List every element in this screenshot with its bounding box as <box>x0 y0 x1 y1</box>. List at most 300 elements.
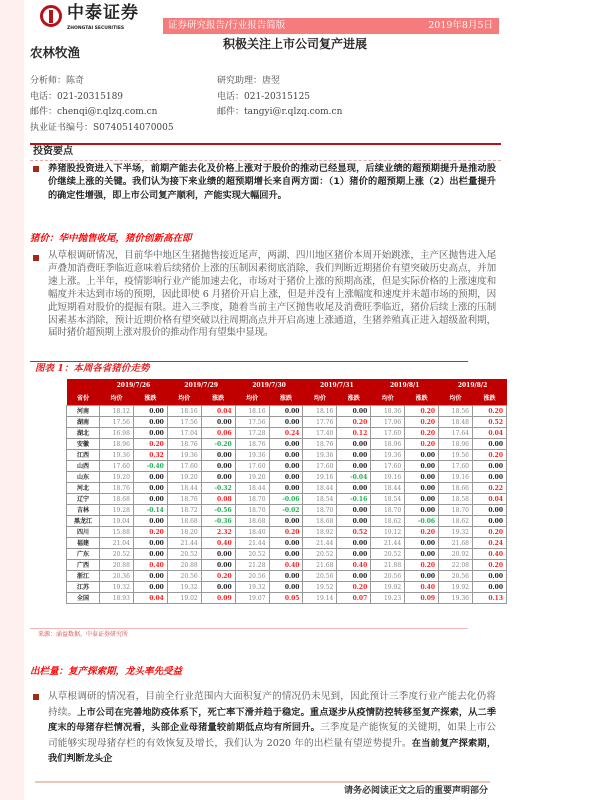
change-cell: 0.12 <box>337 428 371 439</box>
price-cell: 20.36 <box>100 571 134 582</box>
change-header: 涨跌 <box>405 392 439 406</box>
change-cell: 0.20 <box>405 428 439 439</box>
date-header: 2019/7/30 <box>235 379 303 392</box>
table-row <box>67 439 507 450</box>
change-cell: 0.00 <box>201 549 235 560</box>
change-cell: 0.00 <box>269 406 303 417</box>
change-cell: 0.00 <box>405 538 439 549</box>
change-cell: 0.00 <box>405 571 439 582</box>
assistant-name: 研究助理：唐翌 <box>217 76 281 86</box>
change-cell: 2.32 <box>201 527 235 538</box>
price-cell: 17.56 <box>235 417 269 428</box>
change-cell: 0.00 <box>405 505 439 516</box>
price-cell: 17.60 <box>100 461 134 472</box>
price-cell: 20.88 <box>100 560 134 571</box>
change-cell: 0.40 <box>133 560 167 571</box>
price-cell: 18.44 <box>303 483 337 494</box>
price-cell: 21.68 <box>303 560 337 571</box>
report-type: 证券研究报告/行业报告简版 <box>168 20 286 31</box>
price-cell: 18.44 <box>235 483 269 494</box>
price-cell: 18.44 <box>167 483 201 494</box>
change-cell: 0.40 <box>337 560 371 571</box>
change-cell: -0.02 <box>269 505 303 516</box>
price-header: 均价 <box>303 392 337 406</box>
assistant-email[interactable]: 邮件：tangyi@r.qlzq.com.cn <box>217 107 343 117</box>
change-cell: 0.40 <box>269 560 303 571</box>
change-cell: 0.00 <box>133 406 167 417</box>
change-cell: 0.07 <box>337 593 371 604</box>
table-date-header <box>67 379 507 392</box>
price-header: 均价 <box>100 392 134 406</box>
change-cell: 0.04 <box>133 593 167 604</box>
table-row <box>67 417 507 428</box>
change-cell: 0.00 <box>133 428 167 439</box>
change-cell: 0.20 <box>133 439 167 450</box>
price-cell: 19.14 <box>303 593 337 604</box>
logo-text-en: ZHONGTAI SECURITIES <box>67 26 125 31</box>
price-cell: 18.68 <box>235 516 269 527</box>
price-cell: 17.64 <box>439 428 473 439</box>
change-cell: 0.04 <box>201 406 235 417</box>
price-cell: 18.56 <box>439 406 473 417</box>
price-cell: 20.56 <box>439 571 473 582</box>
change-cell: 0.20 <box>337 417 371 428</box>
table-row <box>67 406 507 417</box>
price-cell: 18.54 <box>303 494 337 505</box>
date-header: 2019/8/1 <box>371 379 439 392</box>
price-cell: 19.16 <box>439 472 473 483</box>
change-cell: 0.00 <box>269 516 303 527</box>
change-cell: 0.08 <box>201 494 235 505</box>
change-cell: 0.00 <box>405 472 439 483</box>
change-cell: -0.14 <box>133 505 167 516</box>
price-cell: 20.56 <box>235 571 269 582</box>
change-cell: 0.24 <box>472 538 506 549</box>
change-cell: 0.00 <box>337 483 371 494</box>
logo-emblem-icon <box>40 5 62 27</box>
date-header: 2019/7/31 <box>303 379 371 392</box>
change-cell: 0.00 <box>201 417 235 428</box>
price-cell: 19.04 <box>100 516 134 527</box>
change-cell: 0.00 <box>472 571 506 582</box>
price-cell: 18.16 <box>235 406 269 417</box>
change-cell: 0.06 <box>201 428 235 439</box>
change-cell: -0.20 <box>201 439 235 450</box>
change-cell: 0.00 <box>133 494 167 505</box>
price-cell: 19.16 <box>303 472 337 483</box>
price-cell: 17.76 <box>303 417 337 428</box>
sector-label: 农林牧渔 <box>30 45 81 60</box>
price-cell: 19.20 <box>100 472 134 483</box>
price-cell: 20.88 <box>167 560 201 571</box>
province-cell: 福建 <box>67 538 100 549</box>
province-cell: 山东 <box>67 472 100 483</box>
price-cell: 19.23 <box>371 593 405 604</box>
page-margin-strip <box>0 0 24 800</box>
price-cell: 17.60 <box>235 461 269 472</box>
table-caption: 图表 1：本周各省猪价走势 <box>35 363 150 374</box>
change-cell: 0.00 <box>337 505 371 516</box>
change-cell: 0.52 <box>337 527 371 538</box>
analyst-phone: 电话：021-20315189 <box>30 91 124 102</box>
change-cell: 0.40 <box>405 582 439 593</box>
change-cell: -0.40 <box>133 461 167 472</box>
change-cell: 0.13 <box>472 593 506 604</box>
province-cell: 安徽 <box>67 439 100 450</box>
analyst-license: 执业证书编号：S0740514070005 <box>30 122 174 133</box>
price-cell: 19.07 <box>235 593 269 604</box>
analyst-info-right <box>217 74 342 121</box>
price-cell: 16.98 <box>100 428 134 439</box>
province-cell: 浙江 <box>67 571 100 582</box>
price-cell: 18.62 <box>371 516 405 527</box>
change-cell: -0.56 <box>201 505 235 516</box>
table-row <box>67 483 507 494</box>
table-row <box>67 527 507 538</box>
province-cell: 辽宁 <box>67 494 100 505</box>
change-cell: 0.00 <box>472 439 506 450</box>
price-cell: 18.70 <box>439 505 473 516</box>
price-cell: 18.40 <box>235 527 269 538</box>
change-cell: 0.04 <box>472 428 506 439</box>
price-cell: 18.76 <box>167 439 201 450</box>
price-cell: 18.16 <box>303 406 337 417</box>
price-header: 均价 <box>167 392 201 406</box>
change-header: 涨跌 <box>133 392 167 406</box>
change-cell: 0.00 <box>337 406 371 417</box>
change-cell: 0.00 <box>269 571 303 582</box>
price-cell: 18.76 <box>235 439 269 450</box>
province-cell: 湖北 <box>67 428 100 439</box>
province-cell: 广西 <box>67 560 100 571</box>
province-cell: 江苏 <box>67 582 100 593</box>
price-cell: 18.76 <box>167 494 201 505</box>
price-cell: 19.36 <box>100 450 134 461</box>
zhongtai-logo <box>40 4 165 34</box>
price-header: 均价 <box>371 392 405 406</box>
change-cell: 0.20 <box>269 527 303 538</box>
analyst-info-left <box>30 74 174 136</box>
change-cell: 0.00 <box>201 560 235 571</box>
province-cell: 湖南 <box>67 417 100 428</box>
price-cell: 19.36 <box>167 450 201 461</box>
change-cell: 0.00 <box>472 516 506 527</box>
change-cell: 0.00 <box>133 516 167 527</box>
price-cell: 19.20 <box>235 472 269 483</box>
province-cell: 山西 <box>67 461 100 472</box>
change-cell: 0.00 <box>337 461 371 472</box>
change-cell: 0.40 <box>472 549 506 560</box>
price-cell: 18.58 <box>439 494 473 505</box>
price-cell: 18.12 <box>100 406 134 417</box>
change-cell: 0.00 <box>133 538 167 549</box>
price-cell: 17.60 <box>303 461 337 472</box>
price-cell: 19.32 <box>100 582 134 593</box>
section-output-text: 从草根调研的情况看，目前全行业范围内大面积复产的情况仍未见到，因此预计三季度行业产能去化仍将持续。上市公司在完善地防疫体系下，死亡率下滑并趋于稳定。重点逐步从疫情防控转移至复产探索，从二季度末的母猪存栏情况看，头部企业母猪量较前期低点均有所回升。三季度是产能恢复的关键期，如果上市公司能够实现母猪存栏的有效恢复及增长，我们认为 2020 年的出栏量有望逆势提升。在当前复产探索期，我们判断龙头企 <box>48 691 497 765</box>
table-row <box>67 549 507 560</box>
price-cell: 18.68 <box>303 516 337 527</box>
price-cell: 18.66 <box>439 483 473 494</box>
footer-rule <box>35 781 490 783</box>
price-cell: 18.20 <box>167 527 201 538</box>
price-cell: 18.36 <box>371 406 405 417</box>
change-cell: 0.00 <box>133 483 167 494</box>
change-cell: -0.06 <box>269 494 303 505</box>
price-cell: 17.60 <box>439 461 473 472</box>
price-cell: 19.16 <box>371 472 405 483</box>
report-title: 积极关注上市公司复产进展 <box>222 37 367 51</box>
price-cell: 19.12 <box>371 527 405 538</box>
change-cell: 0.20 <box>405 560 439 571</box>
price-cell: 19.32 <box>439 527 473 538</box>
price-cell: 18.96 <box>439 439 473 450</box>
change-cell: 0.00 <box>269 439 303 450</box>
change-cell: 0.04 <box>472 494 506 505</box>
price-cell: 18.76 <box>303 439 337 450</box>
price-cell: 18.72 <box>167 505 201 516</box>
province-cell: 江西 <box>67 450 100 461</box>
price-cell: 20.52 <box>100 549 134 560</box>
price-cell: 18.62 <box>439 516 473 527</box>
price-cell: 18.92 <box>303 527 337 538</box>
province-cell: 河南 <box>67 406 100 417</box>
price-cell: 19.36 <box>371 450 405 461</box>
table-row <box>67 538 507 549</box>
change-cell: 0.09 <box>201 593 235 604</box>
change-header: 涨跌 <box>337 392 371 406</box>
table-row <box>67 494 507 505</box>
price-cell: 15.88 <box>100 527 134 538</box>
price-cell: 21.44 <box>371 538 405 549</box>
change-header: 涨跌 <box>201 392 235 406</box>
section-pig-price-heading: 猪价：华中抛售收尾，猪价创新高在即 <box>30 233 192 244</box>
assistant-phone: 电话：021-20315125 <box>217 91 311 102</box>
price-cell: 20.52 <box>235 549 269 560</box>
price-cell: 18.70 <box>235 494 269 505</box>
change-cell: 0.00 <box>472 461 506 472</box>
change-cell: 0.22 <box>472 483 506 494</box>
change-cell: 0.20 <box>405 417 439 428</box>
change-cell: 0.00 <box>269 472 303 483</box>
change-cell: 0.00 <box>201 472 235 483</box>
change-cell: 0.00 <box>472 582 506 593</box>
change-cell: 0.09 <box>405 593 439 604</box>
change-cell: 0.00 <box>472 505 506 516</box>
price-cell: 19.36 <box>439 593 473 604</box>
price-cell: 18.68 <box>100 494 134 505</box>
highlights-text: 养猪股投资进入下半场，前期产能去化及价格上涨对于股价的推动已经显现，后续业绩的超预期提升是推动股价继续上涨的关键。我们认为接下来业绩的超预期增长来自两方面：（1）猪价的超预期上涨（2）出栏量提升的确定性增强，即上市公司复产顺利，产能实现大幅回升。 <box>48 163 496 201</box>
change-cell: 0.20 <box>133 527 167 538</box>
change-cell: -0.04 <box>337 472 371 483</box>
price-cell: 18.96 <box>371 439 405 450</box>
table-row <box>67 516 507 527</box>
province-cell: 吉林 <box>67 505 100 516</box>
change-cell: -0.06 <box>405 516 439 527</box>
change-cell: 0.00 <box>133 417 167 428</box>
change-cell: -0.32 <box>201 483 235 494</box>
price-cell: 18.76 <box>100 483 134 494</box>
change-cell: 0.20 <box>472 527 506 538</box>
bullet-icon <box>33 694 39 700</box>
price-cell: 21.88 <box>371 560 405 571</box>
price-cell: 21.28 <box>235 560 269 571</box>
change-cell: 0.20 <box>201 571 235 582</box>
change-cell: 0.00 <box>405 494 439 505</box>
footer-notice: 请务必阅读正文之后的重要声明部分 <box>343 786 488 796</box>
price-cell: 18.96 <box>100 439 134 450</box>
province-cell: 全国 <box>67 593 100 604</box>
price-cell: 20.52 <box>371 549 405 560</box>
price-cell: 17.60 <box>167 461 201 472</box>
change-cell: 0.00 <box>269 549 303 560</box>
bullet-icon <box>33 255 39 261</box>
price-cell: 18.70 <box>303 505 337 516</box>
change-cell: 0.20 <box>405 527 439 538</box>
change-cell: 0.24 <box>269 428 303 439</box>
province-cell: 四川 <box>67 527 100 538</box>
price-cell: 20.56 <box>167 571 201 582</box>
change-cell: 0.00 <box>337 450 371 461</box>
report-date: 2019年8月5日 <box>428 20 493 31</box>
change-cell: 0.00 <box>133 549 167 560</box>
change-cell: 0.00 <box>337 571 371 582</box>
price-cell: 18.70 <box>235 505 269 516</box>
table-row <box>67 582 507 593</box>
price-cell: 18.48 <box>439 417 473 428</box>
price-cell: 21.44 <box>167 538 201 549</box>
price-cell: 19.32 <box>235 582 269 593</box>
price-cell: 21.04 <box>100 538 134 549</box>
price-cell: 18.54 <box>371 494 405 505</box>
table-row <box>67 428 507 439</box>
change-cell: 0.00 <box>269 461 303 472</box>
price-cell: 21.44 <box>235 538 269 549</box>
price-cell: 19.20 <box>167 472 201 483</box>
price-cell: 20.56 <box>303 571 337 582</box>
analyst-email[interactable]: 邮件：chenqi@r.qlzq.com.cn <box>30 107 158 117</box>
price-cell: 19.56 <box>439 450 473 461</box>
change-cell: 0.20 <box>405 439 439 450</box>
price-header: 均价 <box>439 392 473 406</box>
province-cell: 黑龙江 <box>67 516 100 527</box>
price-cell: 20.56 <box>371 571 405 582</box>
change-header: 涨跌 <box>269 392 303 406</box>
price-cell: 19.02 <box>167 593 201 604</box>
change-cell: 0.00 <box>337 516 371 527</box>
change-cell: 0.20 <box>472 406 506 417</box>
date-header: 2019/8/2 <box>439 379 507 392</box>
change-cell: 0.20 <box>405 406 439 417</box>
price-cell: 19.92 <box>439 582 473 593</box>
analyst-name: 分析师：陈奇 <box>30 76 85 86</box>
change-cell: 0.00 <box>269 483 303 494</box>
table-row <box>67 560 507 571</box>
table-source: 来源：涌益数据，中泰证券研究所 <box>38 631 129 638</box>
price-cell: 17.40 <box>303 428 337 439</box>
change-cell: 0.20 <box>472 450 506 461</box>
change-cell: 0.00 <box>472 472 506 483</box>
change-cell: 0.00 <box>201 461 235 472</box>
price-cell: 17.60 <box>371 428 405 439</box>
change-header: 涨跌 <box>472 392 506 406</box>
price-cell: 17.60 <box>371 461 405 472</box>
highlights-heading: 投资要点 <box>30 143 501 161</box>
change-cell: 0.52 <box>472 417 506 428</box>
price-cell: 18.16 <box>167 406 201 417</box>
change-cell: 0.00 <box>405 483 439 494</box>
price-cell: 20.52 <box>303 549 337 560</box>
source-rule <box>30 628 468 629</box>
price-cell: 21.68 <box>439 538 473 549</box>
pig-price-table <box>66 379 507 604</box>
change-cell: 0.00 <box>133 582 167 593</box>
price-cell: 18.68 <box>167 516 201 527</box>
change-cell: 0.00 <box>269 450 303 461</box>
change-cell: 0.00 <box>337 538 371 549</box>
change-cell: 0.40 <box>201 538 235 549</box>
price-cell: 19.52 <box>303 582 337 593</box>
price-cell: 17.28 <box>235 428 269 439</box>
change-cell: 0.20 <box>472 560 506 571</box>
price-cell: 22.08 <box>439 560 473 571</box>
change-cell: 0.00 <box>337 549 371 560</box>
price-cell: 17.96 <box>371 417 405 428</box>
price-cell: 17.56 <box>100 417 134 428</box>
price-cell: 19.36 <box>235 450 269 461</box>
change-cell: 0.00 <box>337 439 371 450</box>
section-pig-price-text: 从草根调研情况，目前华中地区生猪抛售接近尾声，两湖、四川地区猪价本周开始跳涨，主产区抛售进入尾声叠加消费旺季临近意味着后续猪价上涨的压制因素彻底消除，我们判断近期猪价有望突破历史高点，并加速上涨。上半年，疫情影响行业产能加速去化，市场对于猪价上涨的预期高涨，但是实际价格的上涨速度和幅度并未达到市场的预期，因此即使 6 月猪价开启上涨，但是并没有上涨幅度和速度并未超市场的预期，因此短期看对股价的提振有限。进入三季度，随着当前主产区抛售收尾及消费旺季临近，猪价后续上涨的压制因素基本消除，预计近期价格有望突破以往周期高点并开启高速上涨通道，生猪养殖真正进入超级盈利期，届时猪价超预期上涨对股价的推动作用有望集中显现。 <box>48 250 496 339</box>
province-cell: 河北 <box>67 483 100 494</box>
table-row <box>67 461 507 472</box>
change-cell: 0.20 <box>337 582 371 593</box>
table-row <box>67 571 507 582</box>
change-cell: 0.00 <box>133 472 167 483</box>
date-header: 2019/7/26 <box>100 379 168 392</box>
table-row <box>67 505 507 516</box>
price-cell: 19.36 <box>303 450 337 461</box>
price-cell: 19.32 <box>167 582 201 593</box>
section-output-heading: 出栏量：复产探索期，龙头率先受益 <box>30 666 183 677</box>
change-cell: 0.00 <box>269 417 303 428</box>
change-cell: 0.00 <box>201 450 235 461</box>
change-cell: 0.00 <box>405 450 439 461</box>
date-header: 2019/7/29 <box>167 379 235 392</box>
logo-text-cn: 中泰证券 <box>67 3 139 23</box>
price-cell: 20.92 <box>439 549 473 560</box>
price-cell: 17.56 <box>167 417 201 428</box>
price-cell: 19.28 <box>100 505 134 516</box>
price-header: 均价 <box>235 392 269 406</box>
price-cell: 18.44 <box>371 483 405 494</box>
province-cell: 广东 <box>67 549 100 560</box>
change-cell: 0.00 <box>133 571 167 582</box>
change-cell: 0.00 <box>269 582 303 593</box>
change-cell: -0.16 <box>337 494 371 505</box>
change-cell: 0.00 <box>405 549 439 560</box>
change-cell: 0.00 <box>405 461 439 472</box>
table-row <box>67 450 507 461</box>
report-header-bar <box>163 18 499 34</box>
table-sub-header <box>67 392 507 406</box>
price-cell: 21.44 <box>303 538 337 549</box>
change-cell: 0.05 <box>269 593 303 604</box>
price-cell: 18.70 <box>371 505 405 516</box>
change-cell: 0.00 <box>269 538 303 549</box>
caption-rule <box>30 361 468 362</box>
price-cell: 20.52 <box>167 549 201 560</box>
province-header: 省份 <box>67 392 100 406</box>
change-cell: 0.32 <box>133 450 167 461</box>
